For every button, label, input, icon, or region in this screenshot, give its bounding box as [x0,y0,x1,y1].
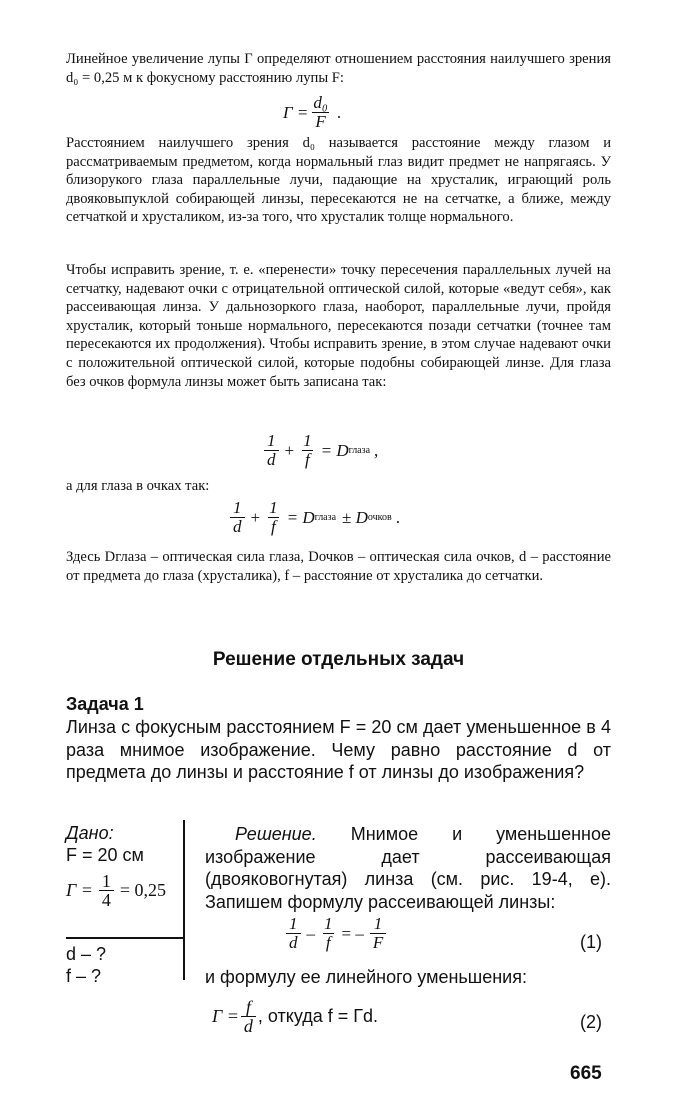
fraction-1-over-f [300,432,315,469]
fraction-numerator: 1 [289,914,298,933]
equals-minus: = – [341,923,364,943]
given-label: Дано: [66,823,114,843]
fraction-f-over-d [241,998,256,1035]
page-number: 665 [570,1063,602,1084]
fraction-1-over-F [370,915,386,952]
given-focal-length: F = 20 см [66,845,144,865]
task-title: Задача 1 [66,694,144,714]
fraction-numerator: 1 [101,871,111,891]
subscript-eye: глаза [348,445,371,456]
plus-minus-term: ± D [342,507,368,527]
magnification-relation [212,998,378,1035]
fraction-denominator: f [323,933,334,952]
fraction-denominator: F [370,933,386,952]
fraction-numerator: f [245,997,251,1017]
formula-end: , [374,440,379,460]
fraction-1-over-f [266,499,281,536]
given-g-lhs: Г = [66,880,93,900]
solution-intro: Мнимое и уменьшенное изображение дает рассеивающая (двояковогнутая) линза (см. рис. 19-4, е). Запишем формулу рассеивающей линзы: [205,824,611,912]
fraction-denominator: d [230,517,245,536]
intro-paragraph-4: а для глаза в очках так: [66,478,210,494]
task-text: Линза с фокусным расстоянием F = 20 см дает уменьшенное в 4 раза мнимое изображение. Чему равно расстояние d от предмета до линзы и расстояние f от линзы до изображения? [66,717,611,782]
fraction-1-over-d [286,915,301,952]
solution-text-1 [205,823,611,913]
formula-rest: , откуда f = Гd. [257,1006,379,1026]
intro-paragraph-3: Чтобы исправить зрение, т. е. «перенести» точку пересечения параллельных лучей на сетчатку, надевают очки с отрицательной оптической силой, которые «ведут себя», как рассеивающая линза. У дальнозоркого глаза, наоборот, параллельные лучи, пройдя хрусталик, который тоньше нормального, пересекаются позади сетчатки (точнее там пересекаются их продолжения). Чтобы исправить зрение, в этом случае надевают очки с положительной оптической силой, которые подобны собирающей линзе. Для глаза без очков формула линзы может быть записана так: [66,262,611,390]
intro-paragraph-1: Линейное увеличение лупы Г определяют отношением расстояния наилучшего зрения d₀ = 0,25 м к фокусному расстоянию лупы F: [66,51,611,86]
fraction-denominator: f [268,517,279,536]
formula-rhs: = D [320,440,349,460]
given-g-rhs: = 0,25 [119,880,167,900]
lens-formula-glasses [228,499,404,536]
solution-text-2: и формулу ее линейного уменьшения: [205,967,527,987]
given-divider-horizontal [66,937,183,939]
fraction-numerator: 1 [373,914,383,933]
fraction-denominator: f [302,450,313,469]
section-heading: Решение отдельных задач [212,649,465,670]
fraction-1-over-f [321,915,336,952]
fraction-denominator: F [312,112,328,131]
fraction-denominator: d [264,450,279,469]
intro-paragraph-5: Здесь Dглаза – оптическая сила глаза, Dочков – оптическая сила очков, d – расстояние от предмета до глаза (хрусталика), f – расстояние от хрусталика до сетчатки. [66,549,611,584]
fraction-numerator: 1 [269,498,278,517]
intro-paragraph-2: Расстоянием наилучшего зрения d₀ называется расстояние между глазом и рассматриваемым предметом, когда нормальный глаз видит предмет не напрягаясь. У близорукого глаза параллельные лучи, падающие на хрусталик, играющий роль двояковыпуклой собирающей линзы, пересекаются не на сетчатке, а ближе, между сетчаткой и хрусталиком, из-за того, что хрусталик толще нормального. [66,135,611,226]
lens-formula-eye [262,432,382,469]
formula-rhs: = D [286,507,315,527]
fraction-1-over-d [230,499,245,536]
equation-number-1: (1) [580,932,602,952]
subscript-eye: глаза [314,512,337,523]
fraction-numerator: 1 [233,498,242,517]
formula-lhs: Г = [283,102,309,122]
fraction-numerator: 1 [303,431,312,450]
formula-fraction [310,94,330,131]
fraction-denominator: d [286,933,301,952]
minus-sign: – [306,923,315,943]
given-divider-vertical [183,820,185,980]
plus-sign: + [284,440,295,460]
fraction-numerator: 1 [267,431,276,450]
unknown-d: d – ? [66,944,107,964]
fraction-denominator: 4 [99,890,114,909]
given-magnification [66,872,166,909]
subscript-glasses: очков [367,512,392,523]
formula-lhs: Г = [212,1006,239,1026]
given-fraction [99,872,114,909]
solution-label: Решение. [235,824,317,844]
magnification-formula [283,94,345,131]
fraction-1-over-d [264,432,279,469]
formula-end: . [336,102,342,122]
unknown-f: f – ? [66,966,102,986]
fraction-numerator: 1 [324,914,333,933]
fraction-denominator: d [241,1016,256,1035]
plus-sign: + [250,507,261,527]
formula-end: . [395,507,400,527]
equation-number-2: (2) [580,1012,602,1032]
fraction-numerator: d₀ [313,93,328,112]
diverging-lens-formula [284,915,388,952]
